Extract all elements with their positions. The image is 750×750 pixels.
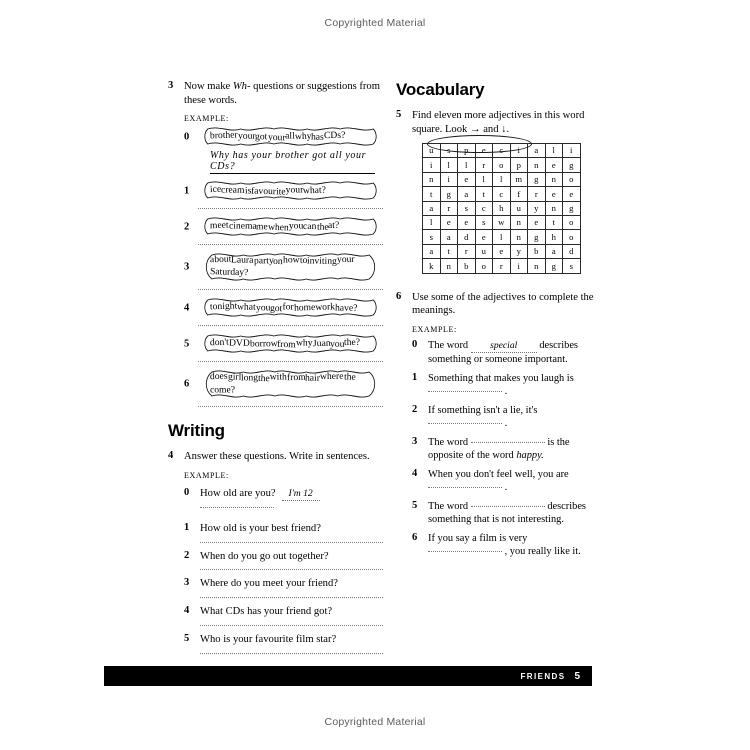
- word-square-row: [423, 172, 581, 186]
- word-square-cell[interactable]: s: [440, 144, 458, 158]
- scrambled-sentence-list: [184, 126, 383, 407]
- word-square-row: [423, 216, 581, 230]
- meaning-row: [412, 532, 596, 559]
- scrambled-sentence-number: 3: [184, 261, 190, 273]
- word-square-row: [423, 244, 581, 258]
- word-square-cell[interactable]: k: [423, 259, 441, 273]
- word-square-cell[interactable]: l: [475, 172, 493, 186]
- word-square-cell[interactable]: r: [493, 259, 511, 273]
- scrambled-sentence-text: doesgirllongthewithfromhairwherethecome?: [209, 370, 356, 396]
- meaning-text-before: When you don't feel well, you are: [428, 468, 569, 480]
- word-square-cell[interactable]: a: [423, 244, 441, 258]
- word-square-cell[interactable]: u: [423, 144, 441, 158]
- exercise-6-example-label: EXAMPLE:: [412, 324, 457, 334]
- word-square-grid[interactable]: [422, 143, 581, 274]
- writing-question-list: [184, 487, 383, 654]
- word-square-cell[interactable]: n: [545, 201, 563, 215]
- word-square-cell[interactable]: e: [458, 216, 476, 230]
- writing-answer-line[interactable]: [200, 597, 383, 598]
- meaning-blank-line[interactable]: [428, 487, 502, 488]
- copyright-notice-top: Copyrighted Material: [324, 17, 426, 29]
- meaning-number: 5: [412, 499, 418, 511]
- exercise-3-instruction-part1: Now make: [184, 81, 233, 92]
- meaning-row: [412, 436, 596, 463]
- exercise-5-number: 5: [396, 109, 402, 120]
- word-square-cell[interactable]: s: [475, 216, 493, 230]
- word-square-cell[interactable]: g: [528, 230, 546, 244]
- meaning-number: 0: [412, 338, 418, 350]
- writing-question-text: How old is your best friend?: [200, 522, 321, 534]
- scrambled-sentence-number: 6: [184, 378, 190, 390]
- meaning-text-after: .: [502, 386, 508, 398]
- scrambled-sentence-row: [184, 180, 383, 201]
- writing-question-number: 3: [184, 577, 190, 589]
- word-square-cell[interactable]: e: [528, 216, 546, 230]
- writing-answer-line[interactable]: [200, 507, 274, 508]
- meaning-row: [412, 468, 596, 495]
- word-square-cell[interactable]: l: [545, 144, 563, 158]
- word-square-cell[interactable]: y: [510, 244, 528, 258]
- word-square-cell[interactable]: t: [440, 244, 458, 258]
- writing-question-number: 5: [184, 632, 190, 644]
- word-square-cell[interactable]: m: [510, 172, 528, 186]
- meaning-text-before: The word: [428, 436, 471, 448]
- word-square-cell[interactable]: u: [510, 201, 528, 215]
- meaning-text-before: Something that makes you laugh is: [428, 372, 574, 384]
- word-square-cell[interactable]: f: [510, 187, 528, 201]
- meaning-text: [428, 404, 596, 431]
- right-column: [396, 80, 596, 565]
- word-square-cell[interactable]: g: [563, 201, 581, 215]
- scrambled-sentence-text: don'tDVDborrowfromwhyJuanyouthe?: [209, 336, 361, 350]
- word-square-cell[interactable]: i: [563, 144, 581, 158]
- scrambled-sentence-text: tonightwhatyougotforhomeworkhave?: [209, 300, 358, 314]
- word-square-cell[interactable]: t: [423, 187, 441, 201]
- scrambled-sentence-number: 5: [184, 338, 190, 350]
- meaning-row: [412, 404, 596, 431]
- meaning-text-after: .: [502, 482, 508, 494]
- word-square-cell[interactable]: e: [563, 187, 581, 201]
- meaning-text: [428, 500, 596, 527]
- word-square-cell[interactable]: n: [440, 259, 458, 273]
- word-square-cell[interactable]: o: [563, 216, 581, 230]
- exercise-3-number: 3: [168, 80, 174, 91]
- word-square-cell[interactable]: n: [510, 216, 528, 230]
- writing-question-number: 4: [184, 605, 190, 617]
- word-square-cell[interactable]: n: [545, 172, 563, 186]
- exercise-6-instruction: Use some of the adjectives to complete the meanings.: [412, 291, 594, 317]
- word-square-cell[interactable]: a: [458, 187, 476, 201]
- word-square-cell[interactable]: e: [458, 172, 476, 186]
- writing-question-row: [184, 577, 383, 598]
- meaning-text: [428, 532, 596, 559]
- writing-question-row: [184, 522, 383, 543]
- meaning-text-before: The word: [428, 500, 471, 512]
- meaning-number: 4: [412, 467, 418, 479]
- answer-line[interactable]: [198, 289, 383, 290]
- meaning-text-before: If something isn't a lie, it's: [428, 404, 538, 416]
- scrambled-sentence-text: brotheryourgotyourallwhyhasCDs?: [209, 129, 346, 143]
- word-square-cell[interactable]: g: [545, 259, 563, 273]
- exercise-4-number: 4: [168, 450, 174, 462]
- word-square-cell[interactable]: d: [563, 244, 581, 258]
- word-square-row: [423, 201, 581, 215]
- scrambled-sentence-bubble: [198, 297, 383, 318]
- scrambled-sentence-row: [184, 216, 383, 237]
- page-footer-bar: [104, 666, 592, 686]
- scrambled-sentence-row: [184, 126, 383, 147]
- answer-line[interactable]: [198, 244, 383, 245]
- word-square-cell[interactable]: w: [493, 216, 511, 230]
- word-square-cell[interactable]: n: [423, 172, 441, 186]
- exercise-6: [396, 291, 596, 559]
- word-square-row: [423, 144, 581, 158]
- writing-answer-line[interactable]: [200, 569, 383, 570]
- left-column: [168, 80, 383, 660]
- writing-question-row: [184, 633, 383, 654]
- meaning-number: 6: [412, 531, 418, 543]
- word-square-cell[interactable]: a: [545, 244, 563, 258]
- scrambled-sentence-row: [184, 252, 383, 282]
- writing-answer-line[interactable]: [200, 542, 383, 543]
- meaning-blank-line[interactable]: [428, 391, 502, 392]
- word-square-cell[interactable]: s: [563, 259, 581, 273]
- meaning-list: [412, 339, 596, 559]
- meaning-row: [412, 339, 596, 367]
- scrambled-sentence-number: 4: [184, 302, 190, 314]
- word-square-cell[interactable]: i: [423, 158, 441, 172]
- word-square-cell[interactable]: h: [545, 230, 563, 244]
- word-square-cell[interactable]: e: [493, 244, 511, 258]
- word-square-cell[interactable]: n: [528, 158, 546, 172]
- word-square-cell[interactable]: n: [528, 259, 546, 273]
- word-square-cell[interactable]: t: [475, 187, 493, 201]
- writing-question-text: What CDs has your friend got?: [200, 606, 333, 618]
- exercise-3-example-label: EXAMPLE:: [184, 114, 229, 124]
- meaning-number: 2: [412, 403, 418, 415]
- writing-question-text: Who is your favourite film star?: [200, 633, 337, 645]
- footer-brand: FRIENDS: [520, 671, 566, 681]
- meaning-number: 3: [412, 435, 418, 447]
- writing-answer-line[interactable]: [200, 625, 383, 626]
- writing-question-number: 1: [184, 521, 190, 533]
- word-square-cell[interactable]: p: [458, 144, 476, 158]
- word-square-row: [423, 230, 581, 244]
- word-square-cell[interactable]: e: [545, 187, 563, 201]
- exercise-3-instruction: [184, 80, 383, 107]
- word-square-cell[interactable]: r: [440, 201, 458, 215]
- word-square-cell[interactable]: s: [423, 230, 441, 244]
- writing-question-text: When do you go out together?: [200, 550, 329, 562]
- exercise-3-instruction-part2: questions or suggestions from these words.: [184, 81, 380, 106]
- word-square-cell[interactable]: n: [510, 230, 528, 244]
- scrambled-sentence-bubble: [198, 216, 383, 237]
- writing-heading: Writing: [168, 421, 225, 441]
- meaning-filled-answer[interactable]: special: [471, 340, 537, 353]
- scrambled-sentence-number: 0: [184, 131, 190, 143]
- meaning-number: 1: [412, 371, 418, 383]
- scrambled-sentence-number: 1: [184, 185, 190, 197]
- meaning-text-after: is the opposite of the word: [428, 436, 570, 462]
- meaning-text-after: , you really like it.: [502, 546, 581, 558]
- word-square-cell[interactable]: u: [475, 244, 493, 258]
- meaning-blank-line[interactable]: [428, 423, 502, 424]
- word-square-cell[interactable]: e: [475, 144, 493, 158]
- scrambled-sentence-text: icecreamisfavouriteyourwhat?: [209, 183, 327, 198]
- writing-answer-value[interactable]: I'm 12: [282, 488, 320, 501]
- word-square-cell[interactable]: l: [440, 158, 458, 172]
- word-square-cell[interactable]: y: [528, 201, 546, 215]
- word-square-cell[interactable]: l: [458, 158, 476, 172]
- footer-page-number: 5: [574, 670, 580, 682]
- meaning-blank-line[interactable]: [471, 506, 545, 507]
- scrambled-sentence-bubble: [198, 180, 383, 201]
- meaning-text-before: If you say a film is very: [428, 532, 528, 544]
- meaning-text-after: describes something that is not interesting.: [428, 500, 586, 526]
- word-square-cell[interactable]: b: [528, 244, 546, 258]
- exercise-4-instruction: Answer these questions. Write in sentences.: [184, 451, 370, 463]
- word-square-cell[interactable]: c: [493, 144, 511, 158]
- word-square-cell[interactable]: c: [493, 187, 511, 201]
- scrambled-sentence-answer[interactable]: Why has your brother got all your CDs?: [210, 150, 375, 174]
- word-square-cell[interactable]: h: [493, 201, 511, 215]
- word-square-cell[interactable]: a: [440, 230, 458, 244]
- word-square-cell[interactable]: a: [528, 144, 546, 158]
- word-square-cell[interactable]: e: [440, 216, 458, 230]
- word-square-cell[interactable]: o: [493, 158, 511, 172]
- scrambled-sentence-row: [184, 369, 383, 399]
- writing-question-row: [184, 550, 383, 571]
- word-square-cell[interactable]: e: [475, 230, 493, 244]
- meaning-text: [428, 468, 596, 495]
- answer-line[interactable]: [198, 325, 383, 326]
- word-square-cell[interactable]: o: [563, 172, 581, 186]
- word-square-cell[interactable]: p: [510, 158, 528, 172]
- writing-question-row: [184, 605, 383, 626]
- scrambled-sentence-text: meetcinemamewhenyoucantheat?: [209, 219, 340, 233]
- word-square-cell[interactable]: l: [493, 172, 511, 186]
- word-square-cell[interactable]: g: [563, 158, 581, 172]
- exercise-3-instruction-emphasis: Wh-: [232, 81, 251, 92]
- meaning-blank-line[interactable]: [471, 442, 545, 443]
- meaning-text-after: .: [502, 418, 508, 430]
- exercise-5-instruction: Find eleven more adjectives in this word square. Look → and ↓.: [412, 110, 585, 135]
- exercise-4-example-label: EXAMPLE:: [184, 470, 229, 480]
- scrambled-sentence-row: [184, 333, 383, 354]
- word-square-cell[interactable]: a: [423, 201, 441, 215]
- word-square-cell[interactable]: t: [545, 216, 563, 230]
- meaning-text-after: describes something or someone important.: [428, 339, 578, 366]
- word-square-row: [423, 158, 581, 172]
- exercise-6-number: 6: [396, 290, 402, 302]
- word-square-cell[interactable]: g: [440, 187, 458, 201]
- vocabulary-heading: Vocabulary: [396, 80, 485, 99]
- meaning-row: [412, 372, 596, 399]
- meaning-row: [412, 500, 596, 527]
- word-square-cell[interactable]: o: [563, 230, 581, 244]
- exercise-5: [396, 109, 596, 279]
- answer-line[interactable]: [198, 208, 383, 209]
- word-square-row: [423, 187, 581, 201]
- writing-answer-line[interactable]: [200, 653, 383, 654]
- word-square-cell[interactable]: g: [528, 172, 546, 186]
- writing-question-text: How old are you? I'm 12: [200, 487, 383, 515]
- word-square-cell[interactable]: r: [475, 158, 493, 172]
- writing-question-text: Where do you meet your friend?: [200, 578, 338, 590]
- word-square-cell[interactable]: e: [545, 158, 563, 172]
- scrambled-sentence-row: [184, 297, 383, 318]
- writing-question-number: 2: [184, 549, 190, 561]
- scrambled-sentence-number: 2: [184, 221, 190, 233]
- writing-section: [168, 421, 383, 654]
- word-square-cell[interactable]: i: [510, 259, 528, 273]
- word-square-cell[interactable]: l: [493, 230, 511, 244]
- answer-line[interactable]: [198, 406, 383, 407]
- meaning-text: [428, 372, 596, 399]
- word-square-cell[interactable]: b: [458, 259, 476, 273]
- word-square-cell[interactable]: r: [528, 187, 546, 201]
- meaning-blank-line[interactable]: [428, 551, 502, 552]
- word-square-cell[interactable]: i: [440, 172, 458, 186]
- word-square-cell[interactable]: s: [458, 201, 476, 215]
- word-square-holder: [412, 136, 581, 274]
- meaning-text: [428, 339, 596, 367]
- word-square-cell[interactable]: r: [458, 244, 476, 258]
- word-square-row: [423, 259, 581, 273]
- word-square-cell[interactable]: c: [475, 201, 493, 215]
- word-square-cell[interactable]: o: [475, 259, 493, 273]
- copyright-notice-bottom: Copyrighted Material: [324, 716, 426, 728]
- meaning-text: [428, 436, 596, 463]
- word-square-cell[interactable]: d: [458, 230, 476, 244]
- scrambled-sentence-bubble: [198, 369, 383, 399]
- answer-line[interactable]: [198, 361, 383, 362]
- meaning-text-before: The word: [428, 339, 471, 351]
- scrambled-sentence-bubble: [198, 333, 383, 354]
- writing-question-number: 0: [184, 486, 190, 498]
- exercise-3: [168, 80, 383, 407]
- scrambled-sentence-text: aboutLaurapartyonhowtoinvitingyourSaturday?: [209, 253, 355, 279]
- word-square-cell[interactable]: l: [423, 216, 441, 230]
- writing-question-row: [184, 487, 383, 515]
- word-square-cell[interactable]: i: [510, 144, 528, 158]
- exercise-4: [168, 450, 383, 654]
- meaning-italic-word: happy.: [513, 450, 544, 462]
- scrambled-sentence-bubble: [198, 126, 383, 147]
- scrambled-sentence-bubble: [198, 252, 383, 282]
